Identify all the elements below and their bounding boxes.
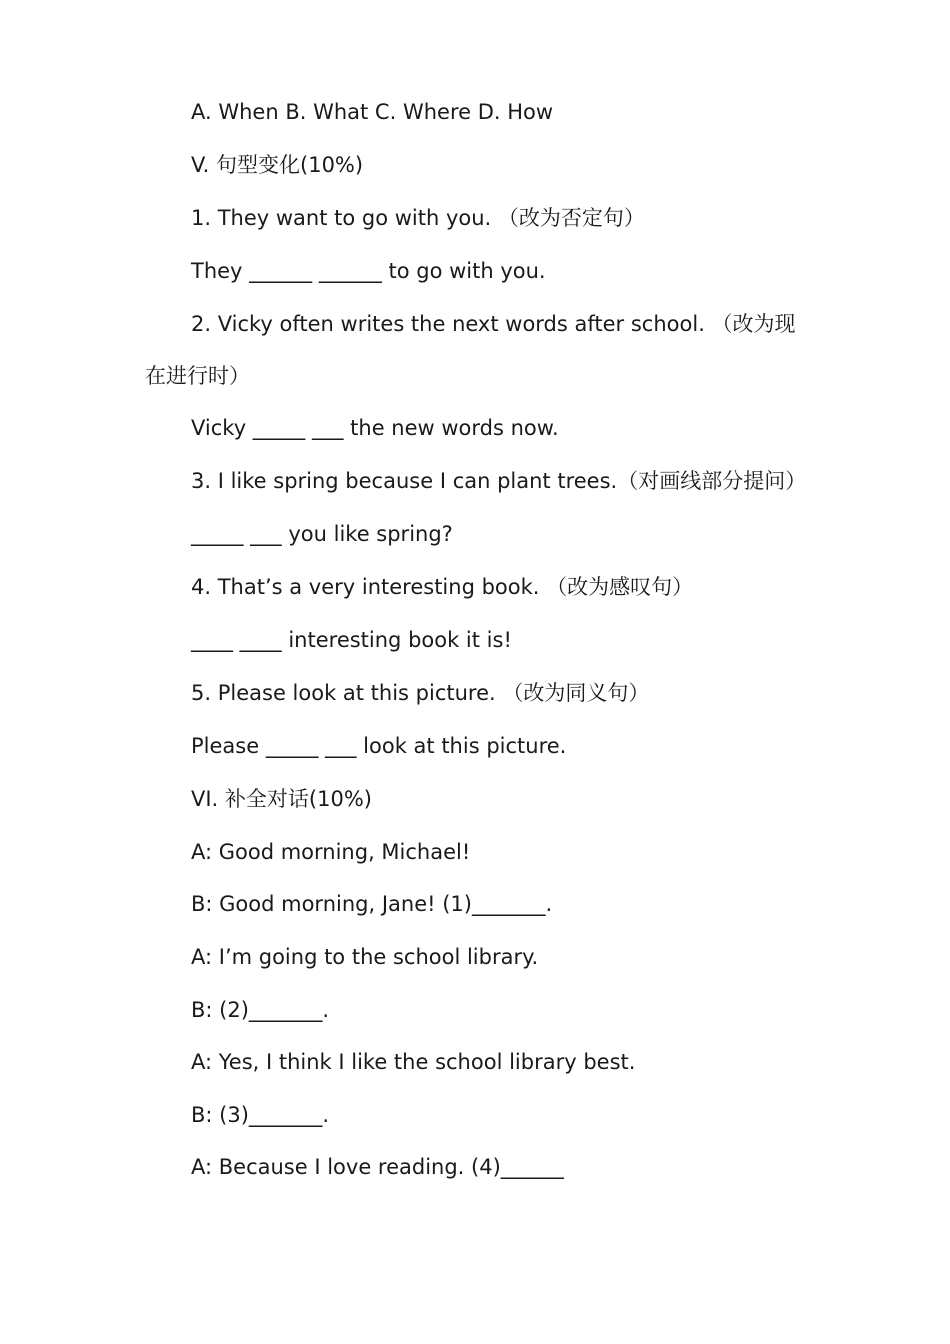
question-2-continued: 在进行时） — [145, 364, 250, 388]
section-heading-v: V. 句型变化(10%) — [191, 153, 364, 177]
section-heading-vi: VI. 补全对话(10%) — [191, 787, 372, 811]
dialogue-line-2: B: Good morning, Jane! (1)_______. — [191, 892, 553, 916]
answer-4: ____ ____ interesting book it is! — [191, 628, 512, 652]
dialogue-line-1: A: Good morning, Michael! — [191, 840, 471, 864]
answer-5: Please _____ ___ look at this picture. — [191, 734, 567, 758]
answer-2: Vicky _____ ___ the new words now. — [191, 416, 559, 440]
dialogue-line-5: A: Yes, I think I like the school library best. — [191, 1050, 636, 1074]
dialogue-line-7: A: Because I love reading. (4)______ — [191, 1155, 564, 1179]
dialogue-line-4: B: (2)_______. — [191, 998, 330, 1022]
answer-3: _____ ___ you like spring? — [191, 522, 453, 546]
question-3: 3. I like spring because I can plant trees.（对画线部分提问） — [191, 469, 807, 493]
question-2: 2. Vicky often writes the next words after school. （改为现 — [191, 312, 796, 336]
answer-1: They ______ ______ to go with you. — [191, 259, 546, 283]
question-4: 4. That’s a very interesting book. （改为感叹句） — [191, 575, 694, 599]
answer-options: A. When B. What C. Where D. How — [191, 100, 554, 124]
dialogue-line-6: B: (3)_______. — [191, 1103, 330, 1127]
dialogue-line-3: A: I’m going to the school library. — [191, 945, 539, 969]
question-5: 5. Please look at this picture. （改为同义句） — [191, 681, 650, 705]
question-1: 1. They want to go with you. （改为否定句） — [191, 206, 645, 230]
